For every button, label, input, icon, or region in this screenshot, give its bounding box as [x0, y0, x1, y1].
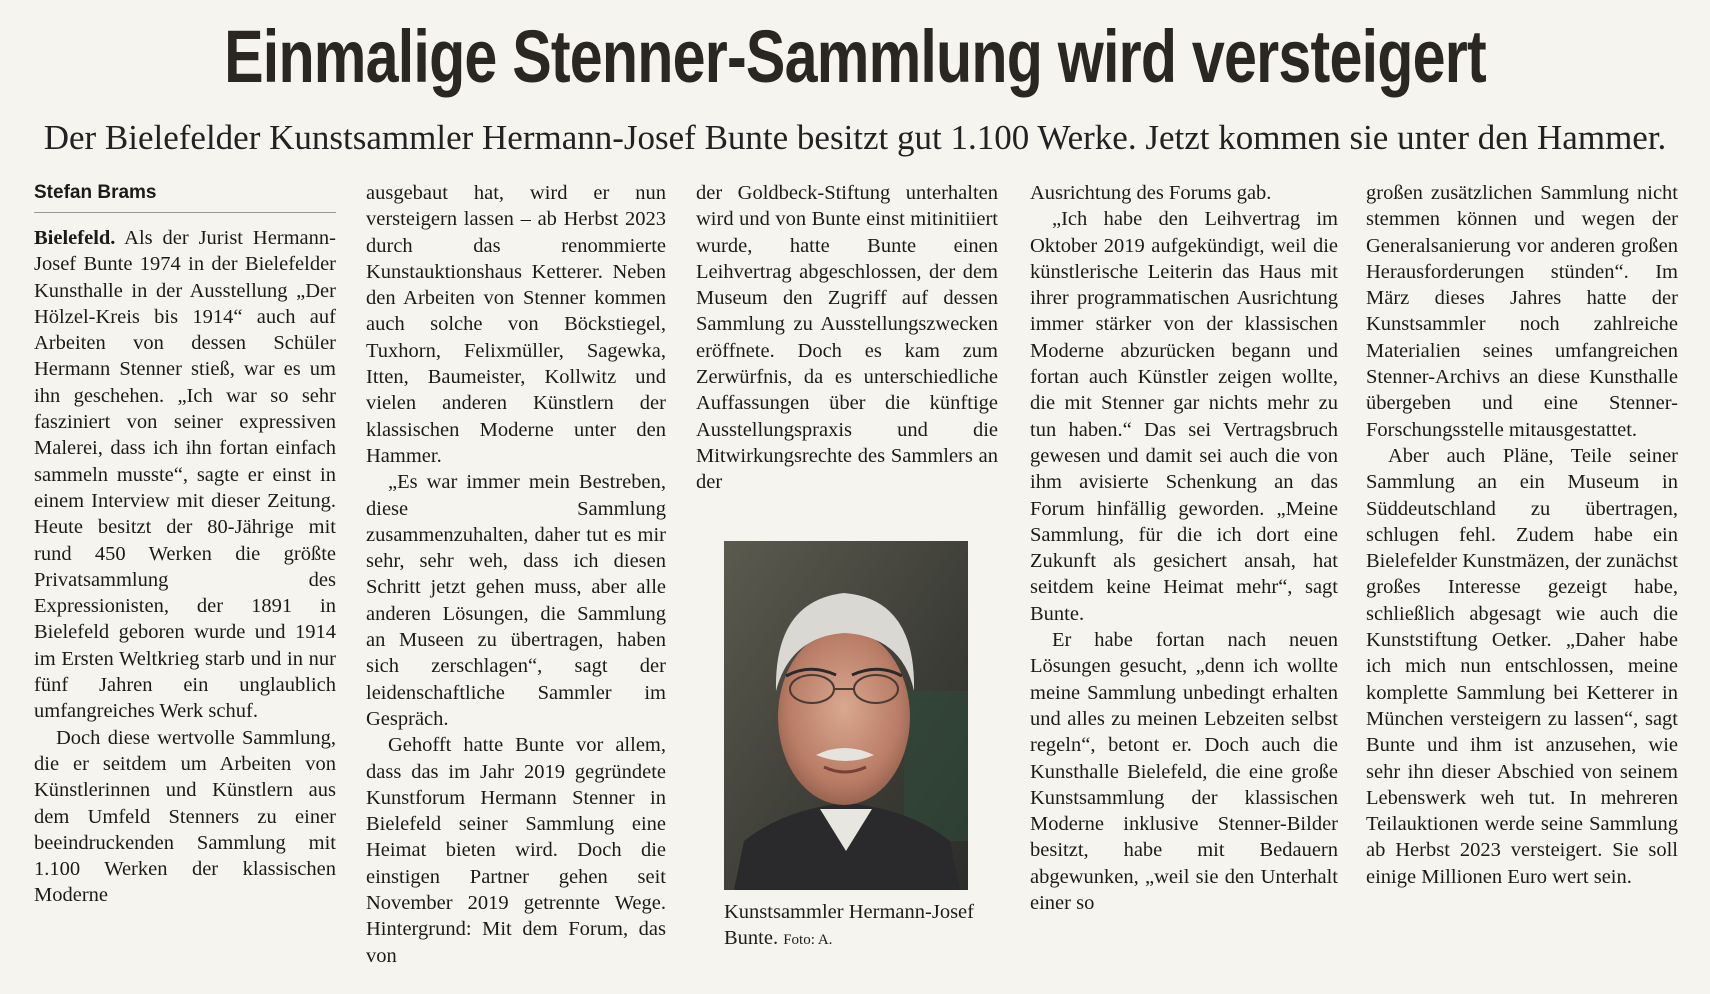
- column-1: [34, 180, 336, 909]
- paragraph: Gehofft hatte Bunte vor allem, dass das im Jahr 2019 gegründete Kunstforum Hermann Stenner in Bielefeld seiner Sammlung eine Heimat bieten wird. Doch die einstigen Partner gehen seit November 2019 getrennte Wege. Hintergrund: Mit dem Forum, das von: [366, 734, 666, 967]
- paragraph: „Es war immer mein Bestreben, diese Sammlung zusammenzuhalten, daher tut es mir sehr, sehr weh, dass ich diesen Schritt jetzt gehen muss, aber alle anderen Lösungen, die Sammlung an Museen zu übertragen, haben sich zerschlagen“, sagt der leidenschaftliche Sammler im Gespräch.: [366, 471, 666, 730]
- paragraph: großen zusätzlichen Sammlung nicht stemmen können und wegen der Generalsanierung vor anderen großen Herausforderungen stünden“. Im März dieses Jahres hatte der Kunstsammler noch zahlreiche Materialien seines umfangreichen Stenner-Archivs an diese Kunsthalle übergeben und eine Stenner-Forschungsstelle mitausgestattet.: [1366, 182, 1678, 441]
- subheadline: Der Bielefelder Kunstsammler Hermann-Josef Bunte besitzt gut 1.100 Werke. Jetzt kommen sie unter den Hammer.: [43, 118, 1667, 157]
- headline: Einmalige Stenner-Sammlung wird versteigert: [224, 15, 1486, 98]
- photo-caption: [724, 899, 974, 953]
- paragraph: „Ich habe den Leihvertrag im Oktober 2019 aufgekündigt, weil die künstlerische Leiterin das Haus mit ihrer programmatischen Ausrichtung immer stärker von der klassischen Moderne abzurücken begann und fortan auch Künstler zeigen wollte, die mit Stenner gar nichts mehr zu tun haben.“ Das sei Vertragsbruch gewesen und damit sei auch die von ihm avisierte Schenkung an das Forum hinfällig geworden. „Meine Sammlung, für die ich dort eine Zukunft als gesichert ansah, hat seitdem keine Heimat mehr“, sagt Bunte.: [1030, 208, 1338, 625]
- paragraph: Aber auch Pläne, Teile seiner Sammlung an ein Museum in Süddeutschland zu übertragen, schlugen fehl. Zudem habe ein Bielefelder Kunstmäzen, der zunächst großes Interesse gezeigt habe, schließlich abgesagt wie auch die Kunststiftung Oetker. „Daher habe ich mich nun entschlossen, meine komplette Sammlung bei Ketterer in München versteigern zu lassen“, sagt Bunte und ihm ist anzusehen, wie sehr ihn dieser Abschied von seinem Lebenswerk weh tut. In mehreren Teilauktionen werde seine Sammlung ab Herbst 2023 versteigert. Sie soll einige Millionen Euro wert sein.: [1366, 444, 1678, 888]
- paragraph-text: Als der Jurist Hermann-Josef Bunte 1974 in der Bielefelder Kunsthalle in der Ausstellung „Der Hölzel-Kreis bis 1914“ auch auf Arbeiten von dessen Schüler Hermann Stenner stieß, war es um ihn geschehen. „Ich war so sehr fasziniert von seiner expressiven Malerei, dass ich ihn fortan einfach sammeln musste“, sagte er einst in einem Interview mit dieser Zeitung. Heute besitzt der 80-Jährige mit rund 450 Werken die größte Privatsammlung des Expressionisten, der 1891 in Bielefeld geboren wurde und 1914 im Ersten Weltkrieg starb und in nur fünf Jahren ein unglaublich umfangreiches Werk schuf.: [34, 227, 336, 723]
- paragraph: Er habe fortan nach neuen Lösungen gesucht, „denn ich wollte meine Sammlung unbedingt erhalten und alles zu meinen Lebzeiten selbst regeln“, betont er. Doch auch die Kunsthalle Bielefeld, die eine große Kunstsammlung der klassischen Moderne inklusive Stenner-Bilder besitzt, habe mit Bedauern abgewunken, „weil sie den Unterhalt einer so: [1030, 629, 1338, 915]
- photo-credit: Foto: A.: [783, 932, 833, 948]
- dateline: Bielefeld.: [34, 227, 116, 249]
- column-2: [366, 180, 666, 969]
- caption-text: Kunstsammler Hermann-Josef Bunte.: [724, 901, 974, 949]
- portrait-image: [724, 541, 968, 890]
- paragraph: ausgebaut hat, wird er nun versteigern lassen – ab Herbst 2023 durch das renommierte Kunstauktionshaus Ketterer. Neben den Arbeiten von Stenner kommen auch solche von Böckstiegel, Tuxhorn, Felixmüller, Sagewka, Itten, Baumeister, Kollwitz und vielen anderen Künstlern der klassischen Moderne unter den Hammer.: [366, 182, 666, 467]
- column-4: [1030, 180, 1338, 916]
- paragraph: Ausrichtung des Forums gab.: [1030, 182, 1272, 204]
- column-5: [1366, 180, 1678, 890]
- author-byline: Stefan Brams: [34, 180, 336, 213]
- column-3: [696, 180, 998, 496]
- paragraph: [34, 225, 336, 725]
- paragraph: der Goldbeck-Stiftung unterhalten wird und von Bunte einst mitinitiiert wurde, hatte Bunte einen Leihvertrag abgeschlossen, der dem Museum den Zugriff auf dessen Sammlung zu Ausstellungszwecken eröffnete. Doch es kam zum Zerwürfnis, da es unterschiedliche Auffassungen über die künftige Ausstellungspraxis und die Mitwirkungsrechte des Sammlers an der: [696, 182, 998, 494]
- portrait-photo: [724, 541, 968, 890]
- paragraph: Doch diese wertvolle Sammlung, die er seitdem um Arbeiten von Künstlerinnen und Künstlern aus dem Umfeld Stenners zu einer beeindruckenden Sammlung mit 1.100 Werken der klassischen Moderne: [34, 726, 336, 907]
